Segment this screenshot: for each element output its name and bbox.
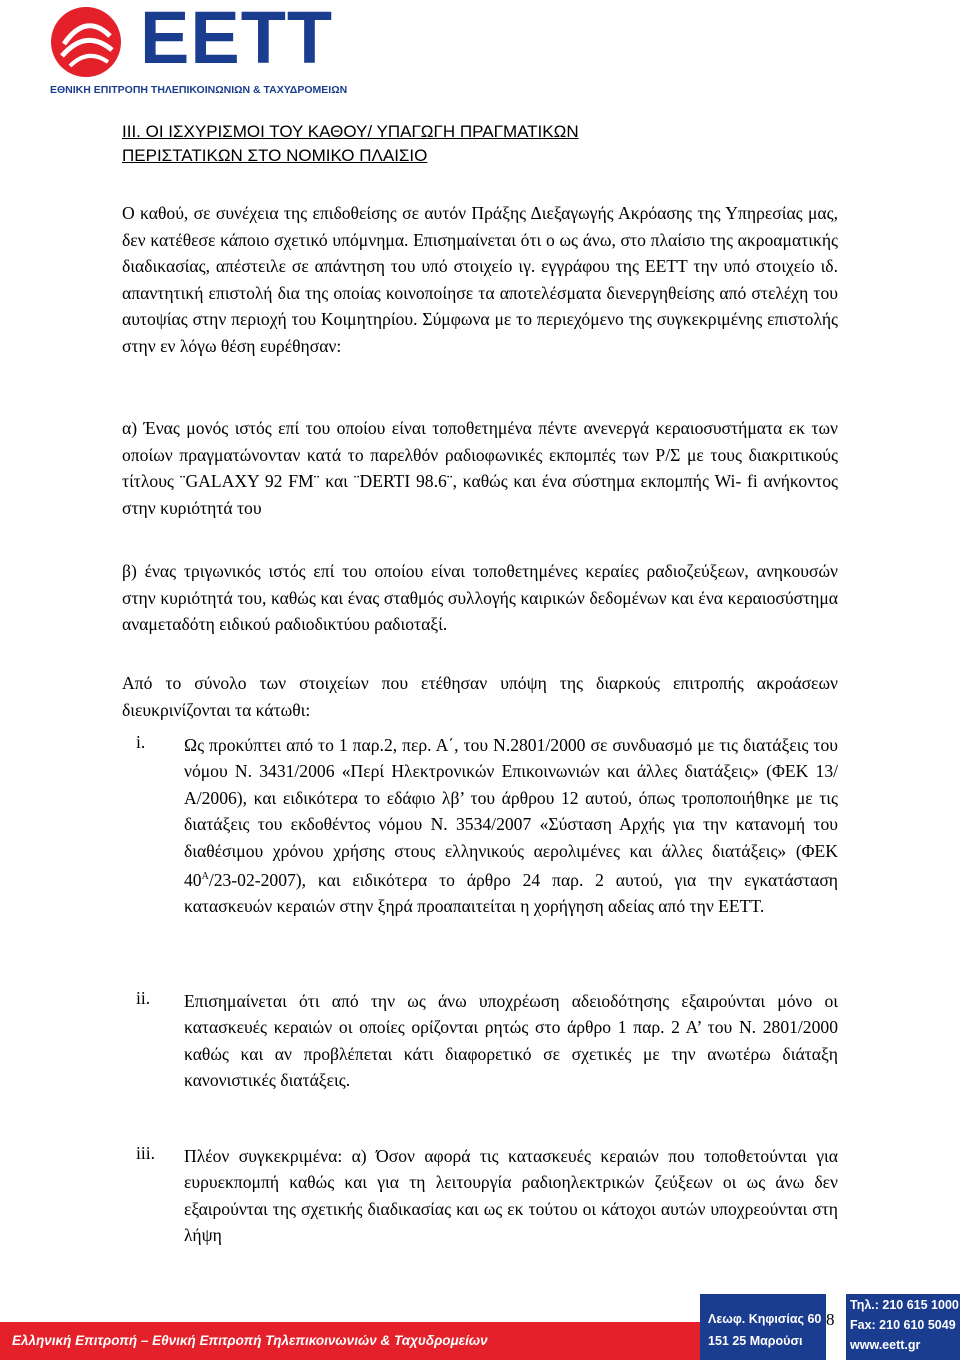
list-item-iii [122,1143,838,1249]
list-item-text: Πλέον συγκεκριμένα: α) Όσον αφορά τις κατασκευές κεραιών που τοποθετούνται για ευρυεκπομπή καθώς και για τη λειτουργία ραδιοηλεκτρικών ζεύξεων οι ως άνω δεν εξαιρούνται της σχετικής διαδικασίας και ως εκ τούτου οι κάτοχοι αυτών υποχρεούνται στη λήψη [184,1146,838,1246]
paragraph-1 [122,200,838,359]
footer-phone: Τηλ.: 210 615 1000 [850,1298,959,1312]
logo-subtitle: ΕΘΝΙΚΗ ΕΠΙΤΡΟΠΗ ΤΗΛΕΠΙΚΟΙΝΩΝΙΩΝ & ΤΑΧΥΔΡΟΜΕΙΩΝ [50,84,348,96]
eett-logo [50,0,350,104]
logo-wordmark: EETT [140,0,334,79]
footer-address-line2: 151 25 Μαρούσι [708,1334,803,1348]
footer-address [700,1294,826,1360]
paragraph-4 [122,670,838,723]
paragraph-1-text: Ο καθού, σε συνέχεια της επιδοθείσης σε αυτόν Πράξης Διεξαγωγής Ακρόασης της Υπηρεσίας μας, δεν κατέθεσε κάποιο σχετικό υπόμνημα. Επισημαίνεται ότι ο ως άνω, στο πλαίσιο της ακροαματικής διαδικασίας, απέστειλε σε απάντηση του υπό στοιχείο ιγ. εγγράφου της ΕΕΤΤ την υπό στοιχείο ιδ. απαντητική επιστολή δια της οποίας κοινοποίησε τα αποτελέσματα διενεργηθείσης από στελέχη του αυτοψίας στην περιοχή του Κοιμητηρίου. Σύμφωνα με το περιεχόμενο της συγκεκριμένης επιστολής στην εν λόγω θέση ευρέθησαν: [122,203,838,356]
footer-address-line1: Λεωφ. Κηφισίας 60 [708,1312,822,1326]
list-item-number: i. [136,732,146,752]
list-item-text-part2: /23-02-2007), και ειδικότερα το άρθρο 24 παρ. 2 αυτού, για την εγκατάσταση κατασκευών κεραιών στην ξηρά προαπαιτείται η χορήγηση αδείας από την ΕΕΤΤ. [184,869,838,917]
footer-website[interactable]: www.eett.gr [850,1338,921,1352]
section-heading-line1: III. ΟΙ ΙΣΧΥΡΙΣΜΟΙ ΤΟΥ ΚΑΘΟΥ/ ΥΠΑΓΩΓΗ ΠΡΑΓΜΑΤΙΚΩΝ [122,122,579,141]
section-heading-line2: ΠΕΡΙΣΤΑΤΙΚΩΝ ΣΤΟ ΝΟΜΙΚΟ ΠΛΑΙΣΙΟ [122,146,428,165]
footer-contact [846,1294,960,1360]
page-number: 8 [826,1310,835,1329]
paragraph-2-text: α) Ένας μονός ιστός επί του οποίου είναι τοποθετημένα πέντε ανενεργά κεραιοσυστήματα εκ των οποίων πραγματώνονταν κατά το παρελθόν ραδιοφωνικές εκπομπές των Ρ/Σ με τους διακριτικούς τίτλους ¨GALAXY 92 FM¨ και ¨DERTI 98.6¨, καθώς και ένα σύστημα εκπομπής Wi- fi ανήκοντος στην κυριότητά του [122,418,838,518]
list-item-number: iii. [136,1143,156,1163]
list-item-text [184,732,838,920]
eett-logo-emblem-icon [50,6,122,78]
footer-slogan-bar [0,1322,700,1360]
list-item-i [122,732,838,920]
list-item-number: ii. [136,988,151,1008]
paragraph-2 [122,415,838,521]
list-item-text-part1: Ως προκύπτει από το 1 παρ.2, περ. Α΄, του Ν.2801/2000 σε συνδυασμό με τις διατάξεις του νόμου Ν. 3431/2006 «Περί Ηλεκτρονικών Επικοινωνιών και άλλες διατάξεις» (ΦΕΚ 13/Α/2006), και ειδικότερα το εδάφιο λβ’ του άρθρου 12 αυτού, όπως τροποποιήθηκε με τις διατάξεις του εκδοθέντος νόμου Ν. 3534/2007 «Σύσταση Αρχής για την κατανομή του διαθέσιμου χρόνου χρήσης στους ελληνικούς αερολιμένες και άλλες διατάξεις» (ΦΕΚ 40 [184,735,838,890]
paragraph-3 [122,558,838,638]
paragraph-4-text: Από το σύνολο των στοιχείων που ετέθησαν υπόψη της διαρκούς επιτροπής ακροάσεων διευκρινίζονται τα κάτωθι: [122,673,838,720]
section-heading [122,120,862,168]
footer-slogan: Ελληνική Επιτροπή – Εθνική Επιτροπή Τηλεπικοινωνιών & Ταχυδρομείων [12,1333,488,1348]
list-item-text: Επισημαίνεται ότι από την ως άνω υποχρέωση αδειοδότησης εξαιρούνται μόνο οι κατασκευές κεραιών οι οποίες ορίζονται ρητώς στο άρθρο 1 παρ. 2 Α’ του Ν. 2801/2000 καθώς και αν προβλέπεται κάτι διαφορετικό σε σχετικές με την ανωτέρω διάταξη κανονιστικές διατάξεις. [184,991,838,1091]
superscript: Α [201,871,209,883]
list-item-ii [122,988,838,1094]
paragraph-3-text: β) ένας τριγωνικός ιστός επί του οποίου είναι τοποθετημένες κεραίες ραδιοζεύξεων, ανηκουσών στην κυριότητά του, καθώς και ένας σταθμός συλλογής καιρικών δεδομένων και ένα κεραιοσύστημα αναμεταδότη ειδικού ραδιοδικτύου ραδιοταξί. [122,561,838,634]
footer-fax: Fax: 210 610 5049 [850,1318,956,1332]
